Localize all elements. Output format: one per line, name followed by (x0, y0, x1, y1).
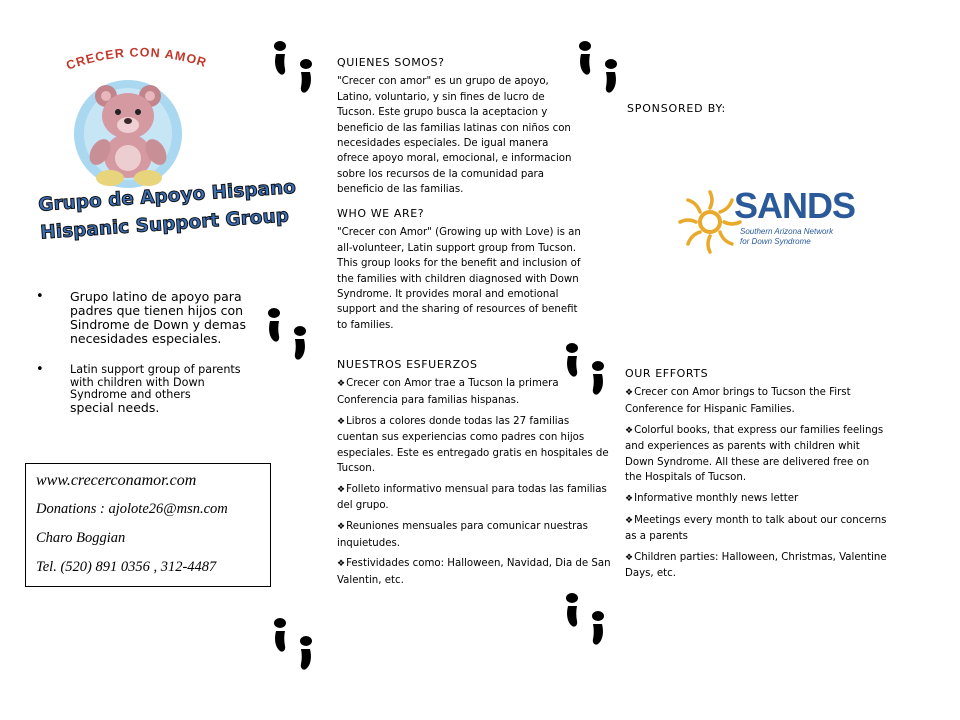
effort-item-en: ❖Children parties: Halloween, Christmas, Valentine Days, etc. (625, 552, 887, 580)
effort-item-es: ❖Folleto informativo mensual para todas las familias del grupo. (337, 483, 607, 512)
footprints-icon (270, 38, 322, 100)
effort-item-es: ❖Reuniones mensuales para comunicar nuestras inquietudes. (337, 521, 588, 549)
sands-subtitle-1: Southern Arizona Network (740, 227, 834, 236)
website-link[interactable]: www.crecerconamor.com (36, 472, 197, 489)
effort-item-es: ❖Festividades como: Halloween, Navidad, Dia de San Valentin, etc. (337, 558, 611, 586)
diamond-bullet-icon: ❖ (625, 425, 634, 436)
sponsored-by-label: SPONSORED BY: (627, 102, 727, 115)
contact-phone: Tel. (520) 891 0356 , 312-4487 (36, 559, 217, 575)
diamond-bullet-icon: ❖ (337, 522, 346, 533)
diamond-bullet-icon: ❖ (337, 416, 346, 427)
efforts-section-es (337, 357, 611, 594)
intro-bullets (36, 290, 258, 433)
diamond-bullet-icon: ❖ (625, 515, 634, 526)
group-title-es: Grupo de Apoyo Hispano (37, 176, 297, 216)
footprints-icon (264, 305, 316, 367)
heading-our-efforts: OUR EFFORTS (625, 367, 709, 380)
effort-item-es: ❖Libros a colores donde todas las 27 familias cuentan sus experiencias como padres con hijos especiales. Este es entregado gratis en hospitales de Tucson. (337, 415, 609, 474)
about-section-es (337, 55, 583, 208)
diamond-bullet-icon: ❖ (337, 379, 346, 390)
group-title-en: Hispanic Support Group (39, 205, 290, 244)
teddy-bear-logo (66, 74, 186, 190)
contact-name: Charo Boggian (36, 530, 126, 546)
effort-item-en: ❖Meetings every month to talk about our concerns as a parents (625, 514, 887, 543)
heading-quienes-somos: QUIENES SOMOS? (337, 56, 445, 69)
body-who-we-are: "Crecer con Amor" (Growing up with Love) is an all-volunteer, Latin support group from Tucson. This group looks for the benefit and inclusion of the families with children diagnosed with Down Syndrome. It provides moral and emotional support and the sharing of resources of benefit to families. (337, 227, 581, 331)
footprints-icon (562, 590, 614, 652)
heading-nuestros-esfuerzos: NUESTROS ESFUERZOS (337, 358, 478, 371)
sands-wordmark: SANDS (734, 185, 856, 226)
contact-box (25, 463, 271, 587)
brand-arc-text: CRECER CON AMOR (64, 45, 209, 73)
diamond-bullet-icon: ❖ (337, 484, 346, 495)
effort-item-en: ❖Colorful books, that express our families feelings and experiences as parents with children whit Down Syndrome. All these are delivered free on the Hospitals of Tucson. (625, 424, 884, 483)
efforts-section-en (625, 366, 887, 587)
sun-icon (680, 192, 740, 252)
about-section-en (337, 206, 587, 343)
effort-item-en: ❖Informative monthly news letter (625, 492, 799, 504)
brand-arc-title (62, 38, 212, 78)
diamond-bullet-icon: ❖ (625, 553, 634, 564)
body-quienes-somos: "Crecer con amor" es un grupo de apoyo, Latino, voluntario, y sin fines de lucro de Tucson. Este grupo busca la aceptacion y beneficio de las familias latinas con niños con necesidades especiales. De igual manera ofrece apoyo moral, emocional, e informacion sobre los recursos de la comunidad para beneficio de las familias. (337, 76, 572, 196)
effort-item-es: ❖Crecer con Amor trae a Tucson la primera Conferencia para familias hispanas. (337, 378, 559, 406)
effort-item-en: ❖Crecer con Amor brings to Tucson the First Conference for Hispanic Families. (625, 387, 851, 415)
sands-subtitle-2: for Down Syndrome (740, 237, 811, 246)
svg-text:CRECER CON AMOR (64, 45, 208, 72)
intro-bullet-en: • Latin support group of parents with children with Down Syndrome and others special needs. (36, 364, 258, 415)
diamond-bullet-icon: ❖ (625, 493, 634, 504)
heading-who-we-are: WHO WE ARE? (337, 207, 425, 220)
group-title-logo (36, 176, 297, 248)
diamond-bullet-icon: ❖ (625, 388, 634, 399)
diamond-bullet-icon: ❖ (337, 559, 346, 570)
footprints-icon (270, 615, 322, 677)
intro-bullet-es: • Grupo latino de apoyo para padres que tienen hijos con Sindrome de Down y demas necesidades especiales. (36, 290, 258, 346)
donations-email[interactable]: Donations : ajolote26@msn.com (36, 501, 228, 517)
sands-logo[interactable] (684, 176, 856, 266)
